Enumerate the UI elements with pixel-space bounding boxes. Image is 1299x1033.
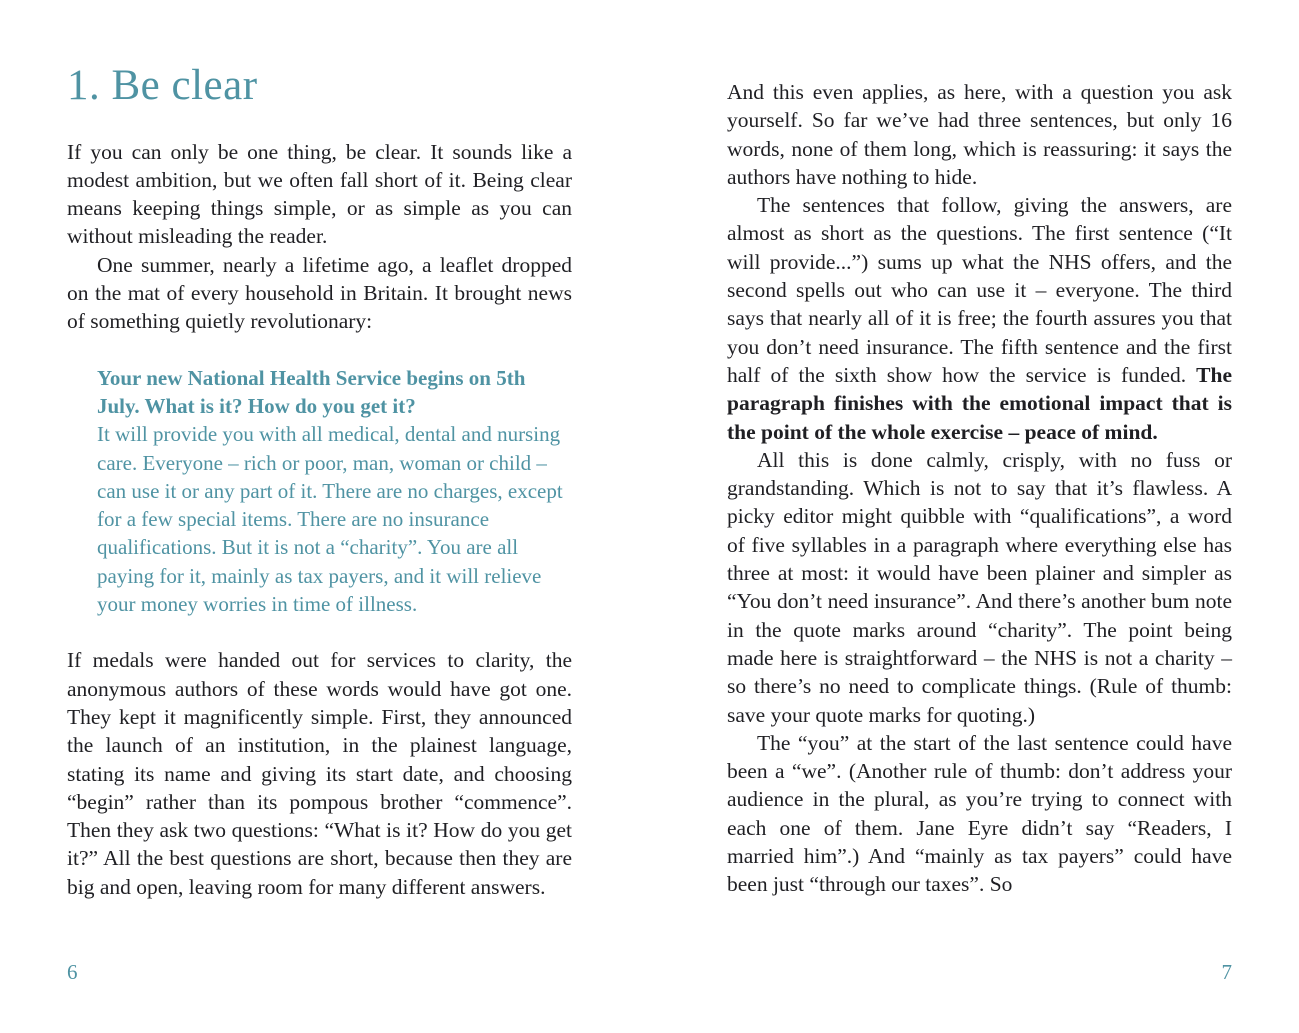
page-number-right: 7 — [1221, 960, 1232, 984]
right-page — [727, 78, 1232, 899]
paragraph: All this is done calmly, crisply, with no fuss or grandstanding. Which is not to say that it’s flawless. A picky editor might quibble with “qualifications”, a word of five syllables in a paragraph where everything else has three at most: it would have been plainer and simpler as “You don’t need insurance”. And there’s another bum note in the quote marks around “charity”. The point being made here is straightforward – the NHS is not a charity – so there’s no need to complicate things. (Rule of thumb: save your quote marks for quoting.) — [727, 447, 1232, 727]
paragraph: The “you” at the start of the last sentence could have been a “we”. (Another rule of thumb: don’t address your audience in the plural, as you’re trying to connect with each one of them. Jane Eyre didn’t say “Readers, I married him”.) And “mainly as tax payers” could have been just “through our taxes”. So — [727, 730, 1232, 897]
left-page — [67, 60, 572, 901]
paragraph-bold-text: The paragraph finishes with the emotional impact that is the point of the whole exercise – peace of mind. — [727, 362, 1232, 444]
quote-body: It will provide you with all medical, dental and nursing care. Everyone – rich or poor, man, woman or child – can use it or any part of it. There are no charges, except for a few special items. There are no insurance qualifications. But it is not a “charity”. You are all paying for it, mainly as tax payers, and it will relieve your money worries in time of illness. — [97, 422, 563, 617]
paragraph: If medals were handed out for services to clarity, the anonymous authors of these words would have got one. They kept it magnificently simple. First, they announced the launch of an institution, in the plainest language, stating its name and giving its start date, and choosing “begin” rather than its pompous brother “commence”. Then they ask two questions: “What is it? How do you get it?” All the best questions are short, because then they are big and open, leaving room for many different answers. — [67, 648, 572, 899]
paragraph: One summer, nearly a lifetime ago, a leaflet dropped on the mat of every household in Britain. It brought news of something quietly revolutionary: — [67, 252, 572, 334]
chapter-title: 1. Be clear — [67, 62, 258, 109]
paragraph — [727, 191, 1232, 446]
page-number-left: 6 — [67, 960, 78, 984]
paragraph: And this even applies, as here, with a question you ask yourself. So far we’ve had three sentences, but only 16 words, none of them long, which is reassuring: it says the authors have nothing to hide. — [727, 80, 1232, 189]
paragraph: If you can only be one thing, be clear. It sounds like a modest ambition, but we often fall short of it. Being clear means keeping things simple, or as simple as you can without misleading the reader. — [67, 139, 572, 249]
paragraph-text: The sentences that follow, giving the answers, are almost as short as the questions. The first sentence (“It will provide...”) sums up what the NHS offers, and the second spells out who can use it – everyone. The third says that nearly all of it is free; the fourth assures you that you don’t need insurance. The fifth sentence and the first half of the sixth show how the service is funded. — [727, 193, 1232, 387]
quote-heading: Your new National Health Service begins on 5th July. What is it? How do you get it? — [97, 365, 526, 418]
quote-block — [97, 364, 569, 619]
